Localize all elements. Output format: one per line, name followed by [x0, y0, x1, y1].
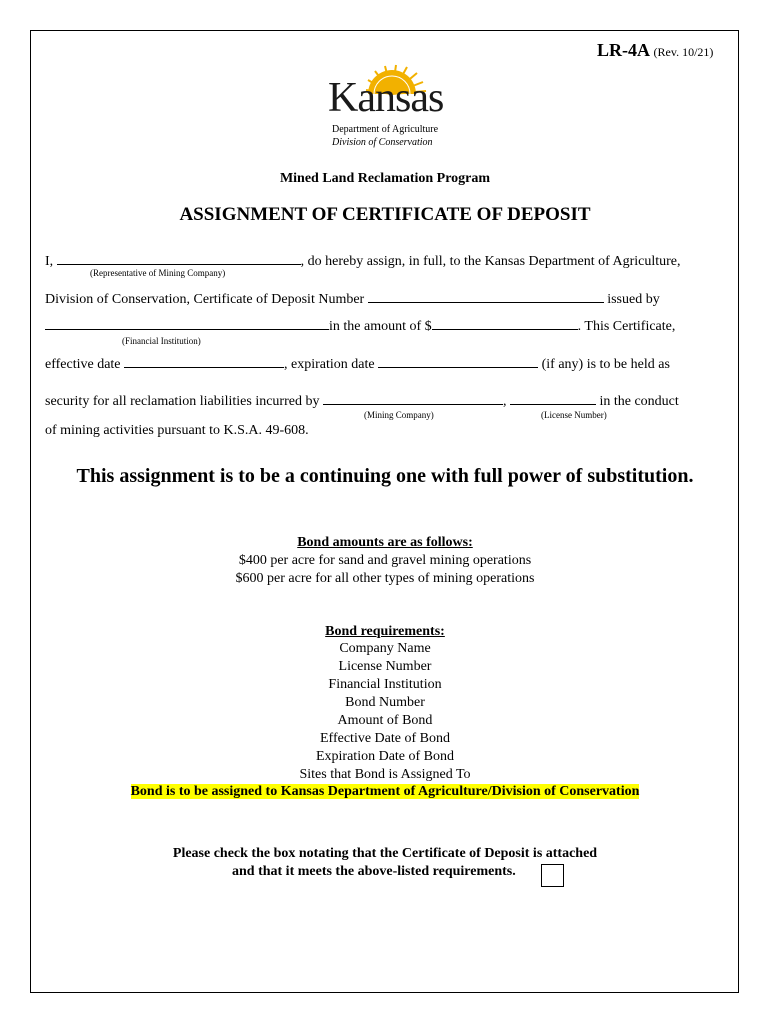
program-title: Mined Land Reclamation Program	[279, 171, 491, 186]
requirement-item: Sites that Bond is Assigned To	[299, 767, 471, 782]
attestation-line-2: and that it meets the above-listed requirements.	[232, 864, 516, 879]
financial-institution-field[interactable]	[45, 317, 329, 330]
logo-department: Department of Agriculture	[332, 124, 439, 135]
revision-date: (Rev. 10/21)	[653, 45, 714, 59]
certificate-attached-checkbox[interactable]	[541, 864, 564, 887]
requirement-item: Company Name	[339, 641, 431, 656]
requirement-item: Financial Institution	[328, 677, 442, 692]
requirement-item: License Number	[338, 659, 432, 674]
assignment-line-4: effective date , expiration date (if any) is to be held as	[45, 357, 670, 372]
expiration-date-field[interactable]	[378, 355, 538, 368]
assignment-line-2: Division of Conservation, Certificate of Deposit Number issued by	[45, 292, 660, 307]
continuing-statement: This assignment is to be a continuing one with full power of substitution.	[76, 465, 694, 487]
effective-date-field[interactable]	[124, 355, 284, 368]
requirement-item: Bond Number	[345, 695, 425, 710]
logo-wordmark: Kansas	[328, 75, 444, 121]
form-number: LR-4A (Rev. 10/21)	[597, 40, 714, 60]
logo-division: Division of Conservation	[332, 137, 433, 148]
requirement-item: Amount of Bond	[337, 713, 433, 728]
requirement-item: Expiration Date of Bond	[315, 749, 455, 764]
representative-name-field[interactable]	[57, 252, 301, 265]
attestation-line-1: Please check the box notating that the Certificate of Deposit is attached	[172, 846, 598, 861]
bond-amount-item: $600 per acre for all other types of mining operations	[235, 571, 535, 586]
bond-amounts-heading: Bond amounts are as follows:	[297, 535, 473, 550]
kansas-agriculture-logo	[322, 60, 452, 152]
representative-caption: (Representative of Mining Company)	[90, 268, 226, 278]
deposit-amount-field[interactable]	[432, 317, 578, 330]
bond-requirements-heading: Bond requirements:	[325, 624, 445, 639]
license-number-field[interactable]	[510, 392, 596, 405]
mining-company-field[interactable]	[323, 392, 503, 405]
mining-company-caption: (Mining Company)	[364, 410, 434, 420]
assignment-line-5: security for all reclamation liabilities incurred by , in the conduct	[45, 394, 679, 409]
assignment-line-3: in the amount of $ . This Certificate,	[45, 317, 675, 335]
highlighted-notice: Bond is to be assigned to Kansas Department of Agriculture/Division of Conservation	[130, 784, 640, 799]
form-title: ASSIGNMENT OF CERTIFICATE OF DEPOSIT	[179, 204, 591, 225]
financial-institution-caption: (Financial Institution)	[122, 336, 201, 346]
bond-amount-item: $400 per acre for sand and gravel mining operations	[238, 553, 532, 568]
license-number-caption: (License Number)	[541, 410, 607, 420]
requirement-item: Effective Date of Bond	[320, 731, 450, 746]
assignment-notice	[0, 784, 770, 800]
assignment-line-1: I, , do hereby assign, in full, to the Kansas Department of Agriculture,	[45, 254, 681, 269]
assignment-line-6: of mining activities pursuant to K.S.A. 49-608.	[45, 423, 309, 438]
certificate-number-field[interactable]	[368, 290, 604, 303]
